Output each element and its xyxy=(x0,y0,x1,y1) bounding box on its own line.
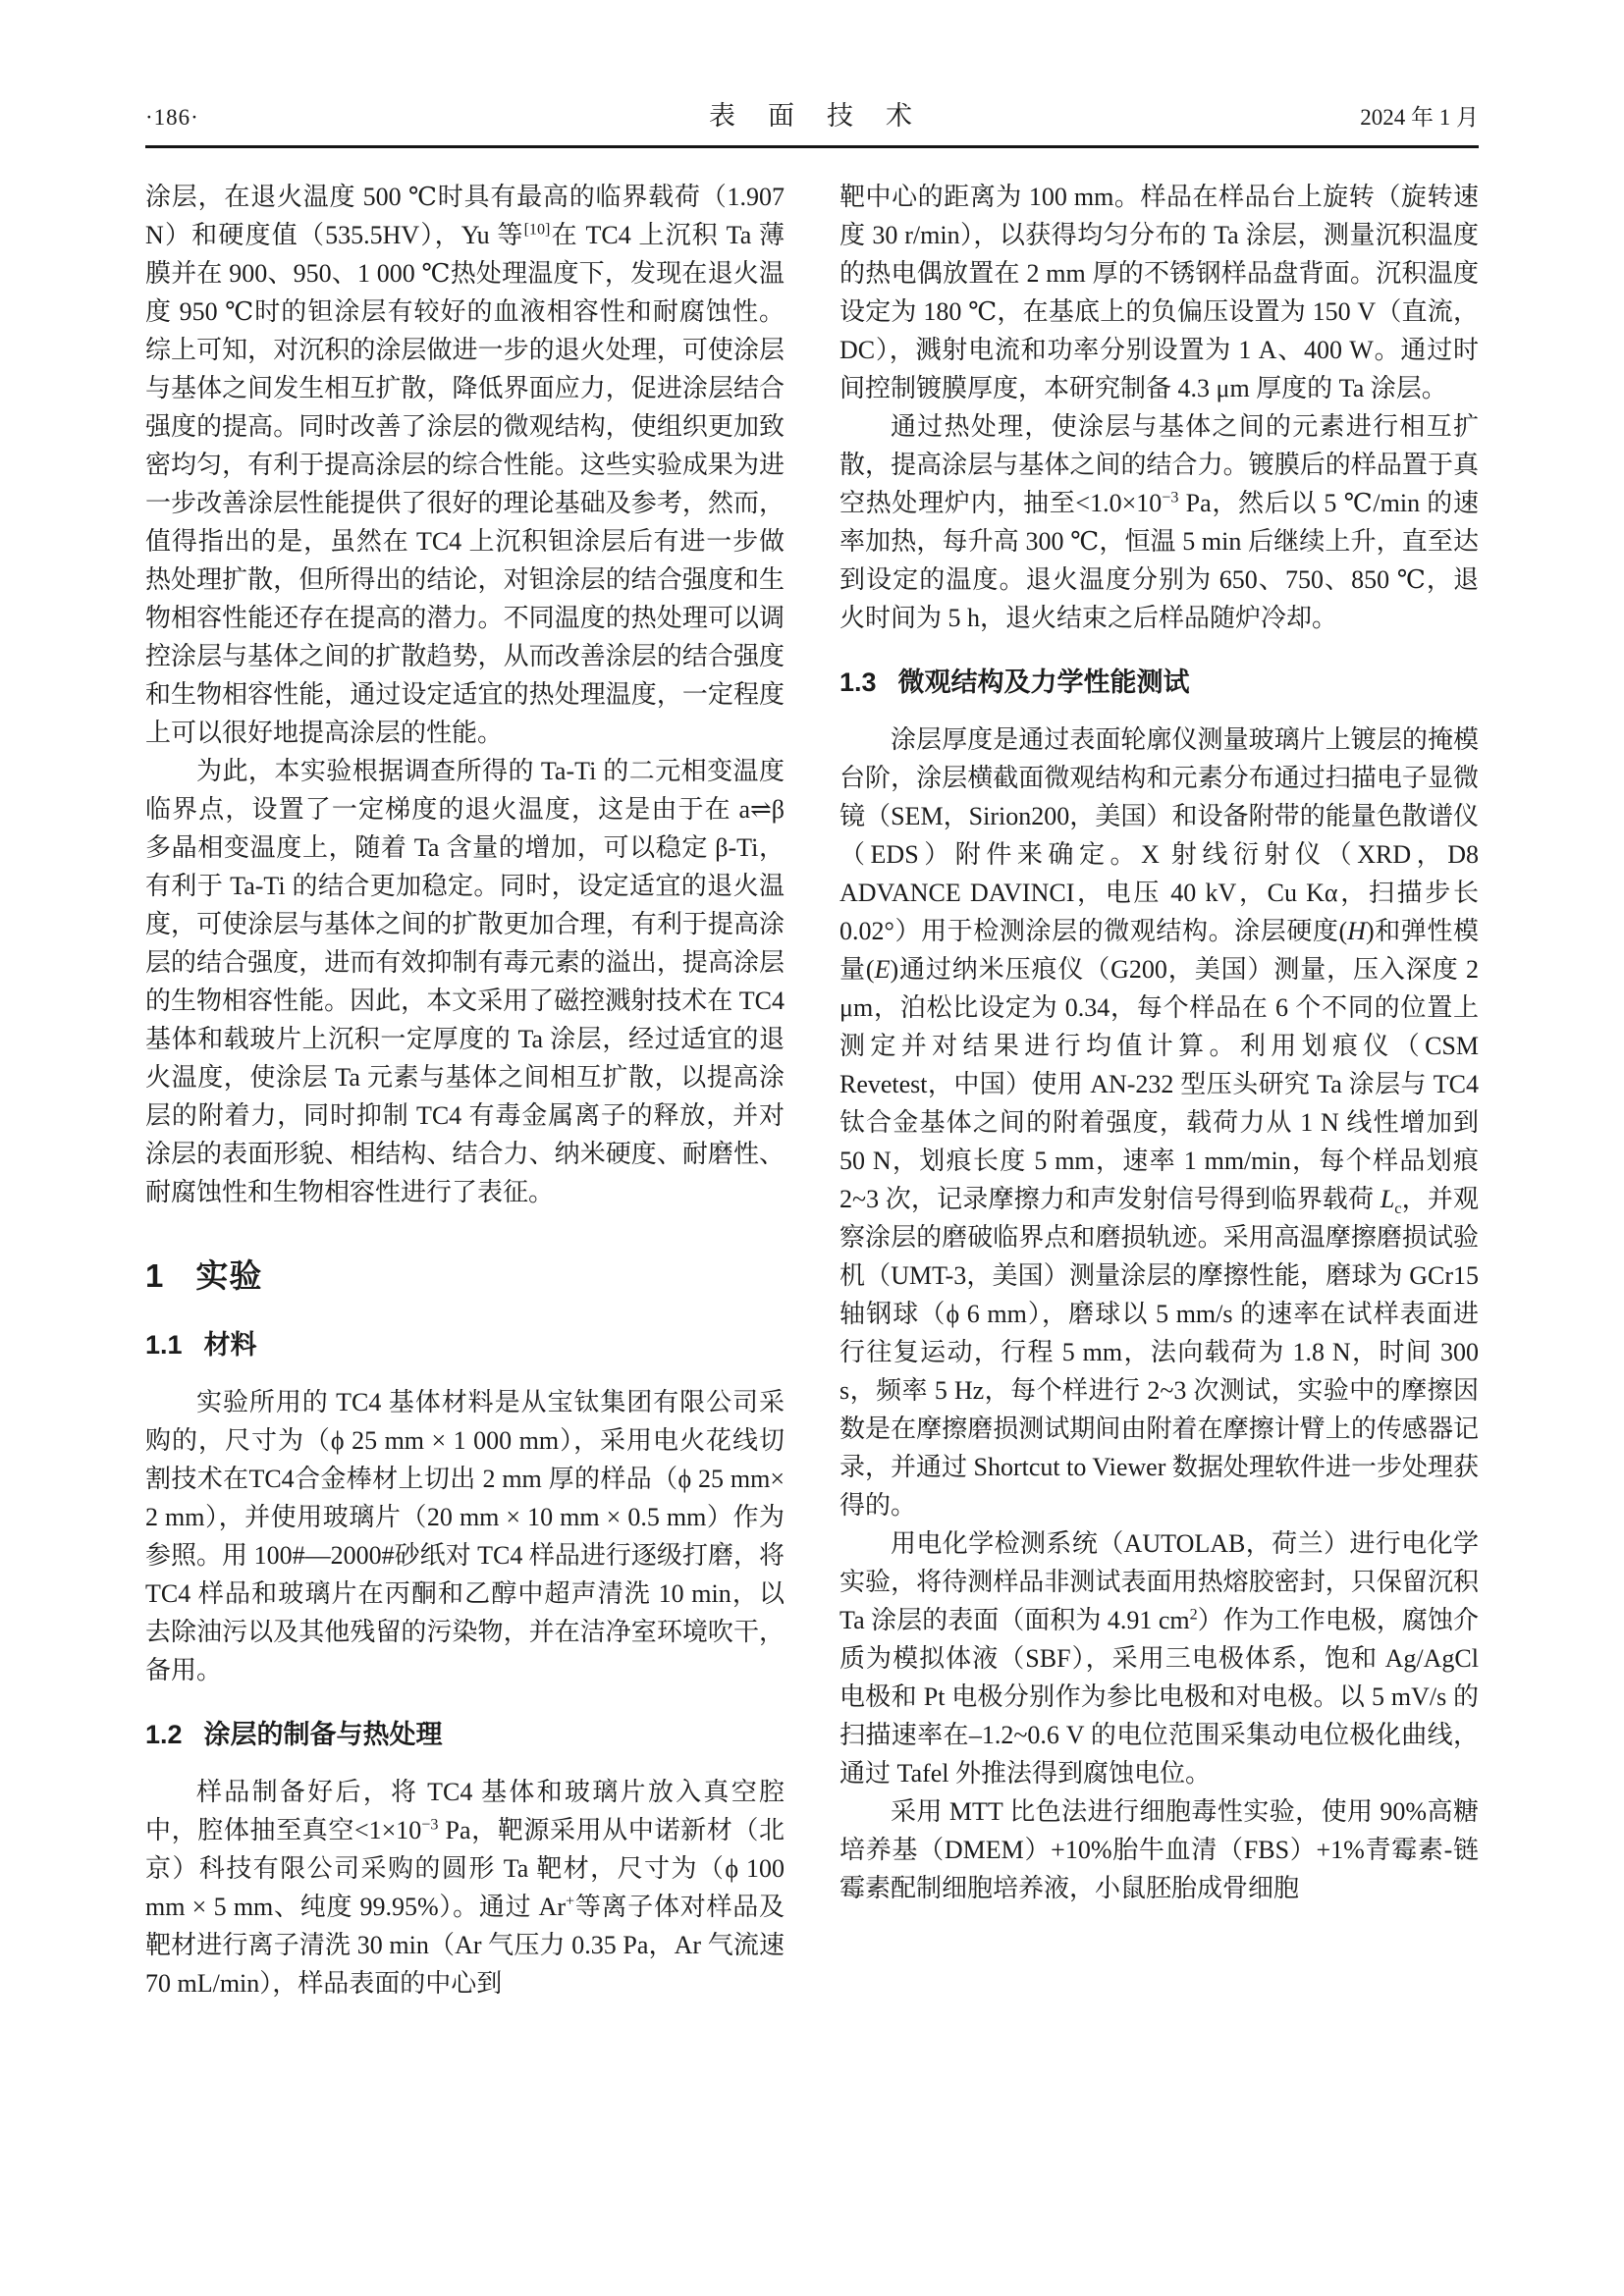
subsection-heading-materials xyxy=(145,1326,785,1364)
page-header xyxy=(145,94,1479,133)
section-number: 1 xyxy=(145,1257,165,1294)
article-body xyxy=(145,178,1479,2002)
paragraph: 实验所用的 TC4 基体材料是从宝钛集团有限公司采购的，尺寸为（ϕ 25 mm × 1 000 mm），采用电火花线切割技术在TC4合金棒材上切出 2 mm 厚的样品（ϕ 25 mm× 2 mm），并使用玻璃片（20 mm × 10 mm × 0.5 mm）作为参照。用 100#—2000#砂纸对 TC4 样品进行逐级打磨，将 TC4 样品和玻璃片在丙酮和乙醇中超声清洗 10 min，以去除油污以及其他残留的污染物，并在洁净室环境吹干，备用。 xyxy=(145,1388,785,1684)
subsection-heading-coating-preparation xyxy=(145,1716,785,1754)
issue-date: 2024 年 1 月 xyxy=(1360,105,1479,130)
left-column xyxy=(145,178,785,2002)
subsection-title: 材料 xyxy=(203,1330,257,1360)
paragraph: 通过热处理，使涂层与基体之间的元素进行相互扩散，提高涂层与基体之间的结合力。镀膜后的样品置于真空热处理炉内，抽至$<1.0\times 10^{-3}$ Pa，然后以 5 ℃/min 的速率加热，每升高 300 ℃，恒温 5 min 后继续上升，直至达到设定的温度。退火温度分别为 650、750、850 ℃，退火时间为 5 h，退火结束之后样品随炉冷却。 xyxy=(839,412,1479,632)
paragraph: 采用 MTT 比色法进行细胞毒性实验，使用 90%高糖培养基（DMEM）+10%胎牛血清（FBS）+1%青霉素-链霉素配制细胞培养液，小鼠胚胎成骨细胞 xyxy=(839,1797,1479,1902)
paragraph-continuation: 涂层，在退火温度 500 ℃时具有最高的临界载荷（1.907 N）和硬度值（535.5HV），Yu 等[10]在 TC4 上沉积 Ta 薄膜并在 900、950、1 000 ℃热处理温度下，发现在退火温度 950 ℃时的钽涂层有较好的血液相容性和耐腐蚀性。综上可知，对沉积的涂层做进一步的退火处理，可使涂层与基体之间发生相互扩散，降低界面应力，促进涂层结合强度的提高。同时改善了涂层的微观结构，使组织更加致密均匀，有利于提高涂层的综合性能。这些实验成果为进一步改善涂层性能提供了很好的理论基础及参考，然而，值得指出的是，虽然在 TC4 上沉积钽涂层后有进一步做热处理扩散，但所得出的结论，对钽涂层的结合强度和生物相容性能还存在提高的潜力。不同温度的热处理可以调控涂层与基体之间的扩散趋势，从而改善涂层的结合强度和生物相容性能，通过设定适宜的热处理温度，一定程度上可以很好地提高涂层的性能。 xyxy=(145,183,785,747)
paragraph: 用电化学检测系统（AUTOLAB，荷兰）进行电化学实验，将待测样品非测试表面用热熔胶密封，只保留沉积 Ta 涂层的表面（面积为 4.91 $cm^2$）作为工作电极，腐蚀介质为模拟体液（SBF），采用三电极体系，饱和 Ag/AgCl 电极和 Pt 电极分别作为参比电极和对电极。以 5 mV/s 的扫描速率在–1.2~0.6 V 的电位范围采集动电位极化曲线，通过 Tafel 外推法得到腐蚀电位。 xyxy=(839,1529,1479,1788)
section-heading-experiment xyxy=(145,1256,785,1295)
paragraph: 样品制备好后，将 TC4 基体和玻璃片放入真空腔中，腔体抽至真空$<1\times 10^{-3}$ Pa，靶源采用从中诺新材（北京）科技有限公司采购的圆形 Ta 靶材，尺寸为（ϕ 100 mm × 5 mm、纯度 99.95%）。通过 Ar+等离子体对样品及靶材进行离子清洗 30 min（Ar 气压力 0.35 Pa，Ar 气流速 70 mL/min），样品表面的中心到 xyxy=(145,1778,785,1998)
subsection-heading-microstructure-tests xyxy=(839,664,1479,702)
paragraph: 涂层厚度是通过表面轮廓仪测量玻璃片上镀层的掩模台阶，涂层横截面微观结构和元素分布通过扫描电子显微镜（SEM，Sirion200，美国）和设备附带的能量色散谱仪（EDS）附件来确定。X 射线衍射仪（XRD，D8 ADVANCE DAVINCI，电压 40 kV，Cu Kα，扫描步长 0.02°）用于检测涂层的微观结构。涂层硬度(H)和弹性模量(E)通过纳米压痕仪（G200，美国）测量，压入深度 2 μm，泊松比设定为 0.34，每个样品在 6 个不同的位置上测定并对结果进行均值计算。利用划痕仪（CSM Revetest，中国）使用 AN-232 型压头研究 Ta 涂层与 TC4 钛合金基体之间的附着强度，载荷力从 1 N 线性增加到 50 N，划痕长度 5 mm，速率 1 mm/min，每个样品划痕 2~3 次，记录摩擦力和声发射信号得到临界载荷 $L_c$，并观察涂层的磨破临界点和磨损轨迹。采用高温摩擦磨损试验机（UMT-3，美国）测量涂层的摩擦性能，磨球为 GCr15 轴钢球（ϕ 6 mm），磨球以 5 mm/s 的速率在试样表面进行往复运动，行程 5 mm，法向载荷为 1.8 N，时间 300 s，频率 5 Hz，每个样进行 2~3 次测试，实验中的摩擦因数是在摩擦磨损测试期间由附着在摩擦计臂上的传感器记录，并通过 Shortcut to Viewer 数据处理软件进一步处理获得的。 xyxy=(839,725,1479,1520)
paragraph: 为此，本实验根据调查所得的 Ta-Ti 的二元相变温度临界点，设置了一定梯度的退火温度，这是由于在 a⇌β 多晶相变温度上，随着 Ta 含量的增加，可以稳定 β-Ti，有利于 Ta-Ti 的结合更加稳定。同时，设定适宜的退火温度，可使涂层与基体之间的扩散更加合理，有利于提高涂层的结合强度，进而有效抑制有毒元素的溢出，提高涂层的生物相容性能。因此，本文采用了磁控溅射技术在 TC4 基体和载玻片上沉积一定厚度的 Ta 涂层，经过适宜的退火温度，使涂层 Ta 元素与基体之间相互扩散，以提高涂层的附着力，同时抑制 TC4 有毒金属离子的释放，并对涂层的表面形貌、相结构、结合力、纳米硬度、耐磨性、耐腐蚀性和生物相容性进行了表征。 xyxy=(145,757,785,1206)
journal-title: 表 面 技 术 xyxy=(709,101,915,131)
subsection-number: 1.1 xyxy=(145,1330,183,1360)
page-number: ·186· xyxy=(145,105,199,130)
subsection-title: 微观结构及力学性能测试 xyxy=(897,667,1190,697)
subsection-number: 1.3 xyxy=(839,667,877,697)
paragraph-continuation: 靶中心的距离为 100 mm。样品在样品台上旋转（旋转速度 30 r/min），以获得均匀分布的 Ta 涂层，测量沉积温度的热电偶放置在 2 mm 厚的不锈钢样品盘背面。沉积温度设定为 180 ℃，在基底上的负偏压设置为 150 V（直流，DC），溅射电流和功率分别设置为 1 A、400 W。通过时间控制镀膜厚度，本研究制备 4.3 μm 厚度的 Ta 涂层。 xyxy=(839,183,1479,402)
subsection-number: 1.2 xyxy=(145,1720,183,1749)
section-title: 实验 xyxy=(195,1257,263,1294)
header-rule xyxy=(145,145,1479,148)
subsection-title: 涂层的制备与热处理 xyxy=(203,1720,443,1749)
right-column xyxy=(839,178,1479,2002)
